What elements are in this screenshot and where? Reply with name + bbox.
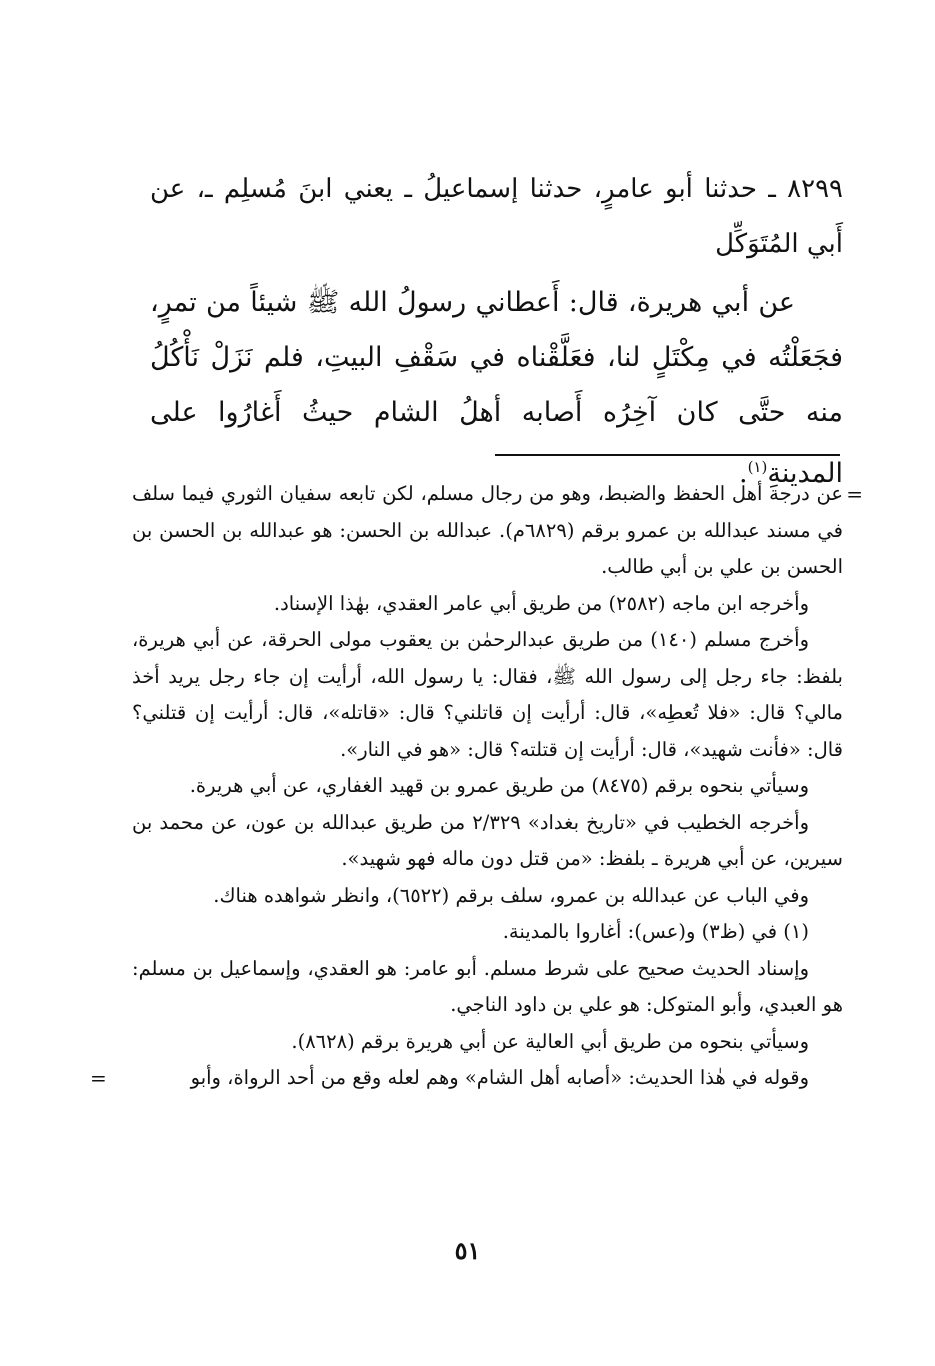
note-paragraph-1-text: عن درجة أهل الحفظ والضبط، وهو من رجال مسلم، لكن تابعه سفيان الثوري فيما سلف في مسند عبدالله بن عمرو برقم (٦٨٢٩م). عبدالله بن الحسن: هو عبدالله بن الحسن بن الحسن بن علي بن أبي طالب. [132,482,843,578]
footnotes [90,476,863,1097]
note-paragraph-10-text: وقوله في هٰذا الحديث: «أصابه أهل الشام» وهم لعله وقع من أحد الرواة، وأبو [190,1066,809,1089]
note-paragraph-3: وأخرج مسلم (١٤٠) من طريق عبدالرحمٰن بن يعقوب مولى الحرقة، عن أبي هريرة، بلفظ: جاء رجل إلى رسول الله ﷺ، فقال: يا رسول الله، أرأيت إن جاء رجل يريد أخذ مالي؟ قال: «فلا تُعطِه»، قال: أرأيت إن قاتلني؟ قال: «قاتله»، قال: أرأيت إن قتلني؟ قال: «فأنت شهيد»، قال: أرأيت إن قتلته؟ قال: «هو في النار». [132,628,843,761]
hadith-body [150,275,843,501]
note-paragraph-1 [132,476,863,586]
hadith-end-mark: . [738,458,748,489]
footnote-reference: (١) [747,458,768,476]
continuation-mark-end: = [90,1066,107,1090]
hadith-main-text [150,162,843,501]
hadith-body-text: عن أبي هريرة، قال: أَعطاني رسولُ الله ﷺ شيئاً من تمرٍ، فجَعَلْتُه في مِكْتَلٍ لنا، فعَلَّقْناه في سَقْفِ البيتِ، فلم نَزَلْ نَأْكُلُ منه حتَّى كان آخِرُه أَصابه أهلُ الشام حيثُ أَغارُوا على المدينةِ [150,287,843,489]
footnote-1: (١) في (ظ٣) و(عس): أغاروا بالمدينة. [502,920,809,943]
note-paragraph-10 [90,1060,843,1097]
note-paragraph-4: وسيأتي بنحوه برقم (٨٤٧٥) من طريق عمرو بن قهيد الغفاري، عن أبي هريرة. [189,774,809,797]
page-number: ٥١ [454,1236,481,1265]
note-paragraph-8: وإسناد الحديث صحيح على شرط مسلم. أبو عامر: هو العقدي، وإسماعيل بن مسلم: هو العبدي، وأبو المتوكل: هو علي بن داود الناجي. [132,956,843,1016]
note-paragraph-2: وأخرجه ابن ماجه (٢٥٨٢) من طريق أبي عامر العقدي، بهٰذا الإسناد. [273,591,809,615]
note-paragraph-6: وفي الباب عن عبدالله بن عمرو، سلف برقم (٦٥٢٢)، وانظر شواهده هناك. [213,883,809,907]
hadith-header: ٨٢٩٩ ـ حدثنا أبو عامرٍ، حدثنا إسماعيلُ ـ يعني ابنَ مُسلِم ـ، عن أَبي المُتَوَكِّل [150,174,843,259]
continuation-mark-start: = [846,482,863,506]
footnote-separator [495,454,840,456]
note-paragraph-9: وسيأتي بنحوه من طريق أبي العالية عن أبي هريرة برقم (٨٦٢٨). [291,1029,809,1053]
note-paragraph-5: وأخرجه الخطيب في «تاريخ بغداد» ٢/٣٢٩ من طريق عبدالله بن عون، عن محمد بن سيرين، عن أبي هريرة ـ بلفظ: «من قتل دون ماله فهو شهيد». [132,810,843,870]
